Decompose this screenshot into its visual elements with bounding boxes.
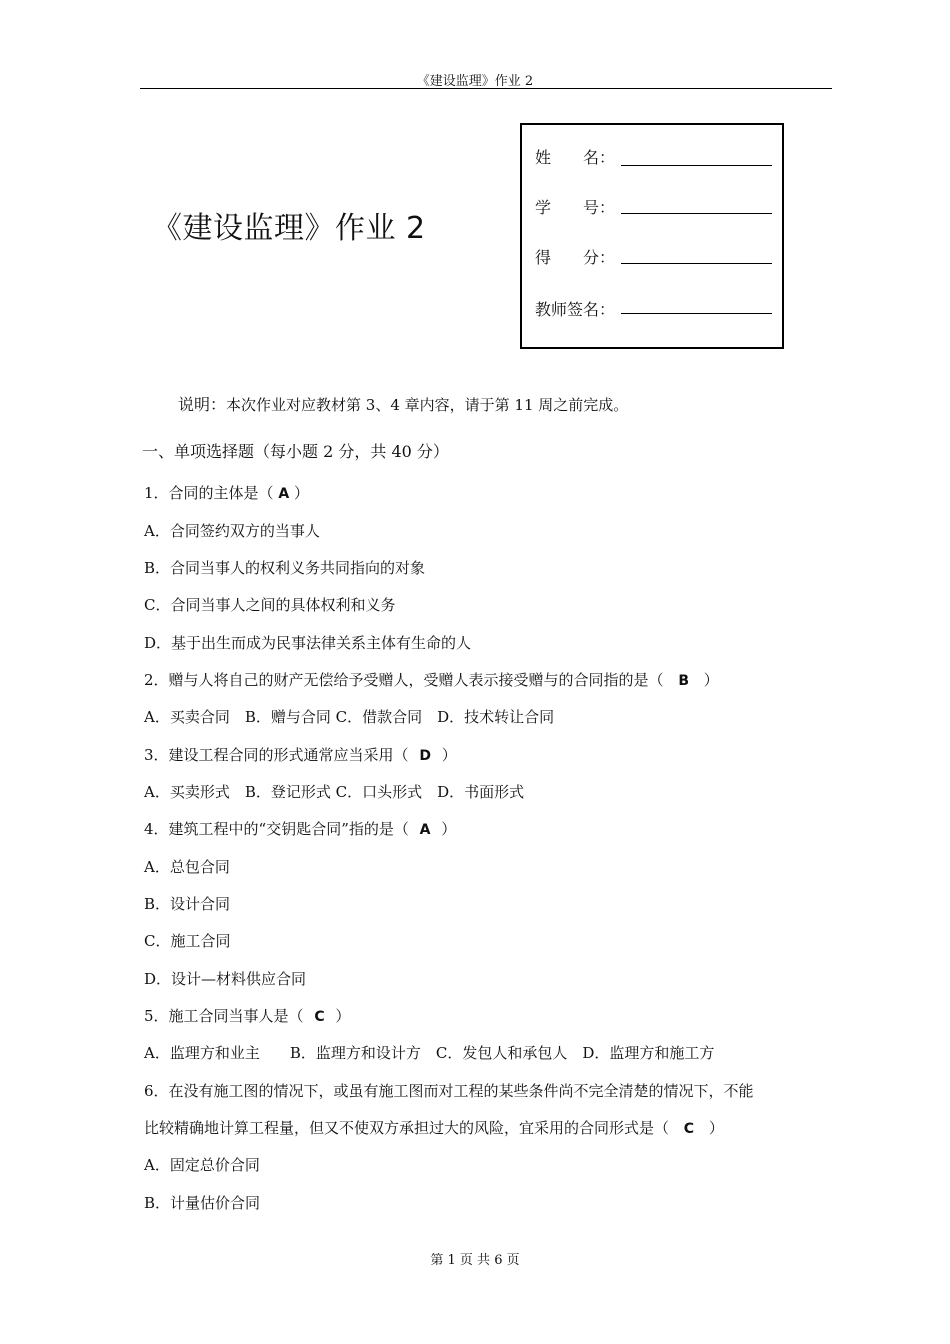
note-label: 说明： [178,395,227,414]
answer-mark: A [278,486,290,502]
section-title: 一、单项选择题（每小题 2 分，共 40 分） [142,442,449,461]
id-label: 学 号： [535,198,616,217]
option-line: C．施工合同 [144,932,231,950]
question-2 [144,669,719,690]
teacher-label: 教师签名： [535,300,616,319]
option-line: A．合同签约双方的当事人 [144,522,320,540]
question-stem: 4．建筑工程中的“交钥匙合同”指的是（ [144,820,409,838]
option-line: B．合同当事人的权利义务共同指向的对象 [144,559,426,577]
score-row [535,245,621,268]
question-4 [144,818,456,839]
score-label: 得 分： [535,248,616,267]
name-label: 姓 名： [535,148,616,167]
page-footer: 第 1 页 共 6 页 [430,1253,520,1268]
question-1 [144,482,309,503]
option-line: D．设计—材料供应合同 [144,970,307,988]
document-title: 《建设监理》作业 2 [152,211,426,246]
id-blank [621,213,772,214]
name-blank [621,165,772,166]
teacher-blank [621,313,772,314]
question-close: ） [441,820,457,838]
option-line: B．设计合同 [144,895,231,913]
note-text: 本次作业对应教材第 3、4 章内容，请于第 11 周之前完成。 [226,396,629,414]
question-6-line1: 6．在没有施工图的情况下，或虽有施工图而对工程的某些条件尚不完全清楚的情况下，不能 [144,1082,754,1100]
option-line: A．买卖形式 B．登记形式 C．口头形式 D．书面形式 [144,783,525,801]
option-line: A．买卖合同 B．赠与合同 C．借款合同 D．技术转让合同 [144,708,555,726]
answer-mark: C [314,1009,325,1025]
page-header: 《建设监理》作业 2 [416,74,534,89]
question-5 [144,1005,350,1026]
question-stem: 3．建设工程合同的形式通常应当采用（ [144,746,409,764]
instructions [178,392,628,415]
student-info-box [520,123,784,349]
header-rule [140,88,832,89]
option-line: B．计量估价合同 [144,1194,261,1212]
question-close: ） [441,746,457,764]
answer-mark: A [419,822,431,838]
question-stem: 2．赠与人将自己的财产无偿给予受赠人，受赠人表示接受赠与的合同指的是（ [144,671,664,689]
question-stem: 1．合同的主体是（ [144,484,274,502]
option-line: A．总包合同 [144,858,230,876]
question-stem: 5．施工合同当事人是（ [144,1007,304,1025]
question-close: ） [293,484,309,502]
answer-mark: D [419,748,431,764]
id-row [535,195,621,218]
answer-mark: B [678,673,690,689]
teacher-row [535,297,621,320]
question-3 [144,744,457,765]
option-line: D．基于出生而成为民事法律关系主体有生命的人 [144,634,472,652]
name-row [535,145,621,168]
answer-mark: C [683,1121,695,1137]
question-6-line2 [144,1117,724,1138]
question-close: ） [703,671,719,689]
option-line: A．监理方和业主 B．监理方和设计方 C．发包人和承包人 D．监理方和施工方 [144,1044,715,1062]
question-close: ） [708,1119,724,1137]
question-stem: 比较精确地计算工程量，但又不使双方承担过大的风险，宜采用的合同形式是（ [144,1119,670,1137]
option-line: C．合同当事人之间的具体权利和义务 [144,596,396,614]
score-blank [621,263,772,264]
option-line: A．固定总价合同 [144,1156,260,1174]
question-close: ） [335,1007,351,1025]
